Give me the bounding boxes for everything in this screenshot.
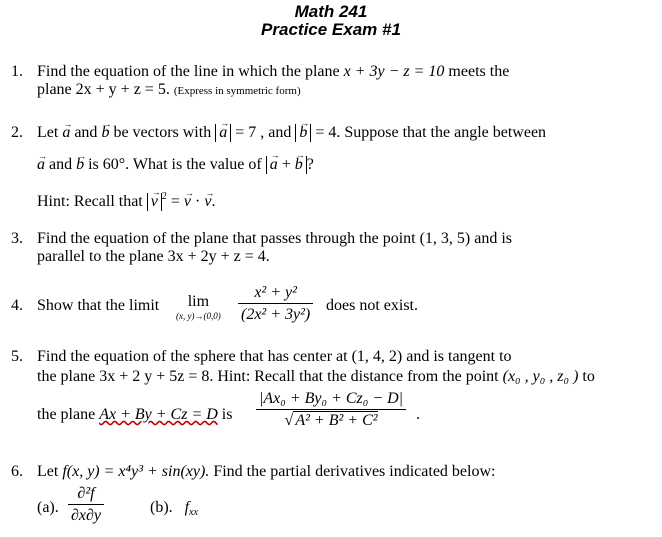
dot-operator: · bbox=[195, 193, 201, 210]
plane-expression: Ax + By + Cz = D bbox=[99, 406, 218, 423]
problem-2-number: 2. bbox=[11, 124, 23, 141]
math-expression: x + 3y − z = 10 bbox=[343, 63, 445, 80]
hint-text: Hint: Recall that bbox=[37, 193, 143, 210]
vector-a: → a bbox=[270, 156, 278, 173]
fraction-numerator: ∂²f bbox=[68, 485, 104, 505]
part-b bbox=[150, 498, 198, 523]
distance-fraction bbox=[256, 390, 406, 431]
magnitude-sum bbox=[266, 156, 307, 174]
vector-a: → a bbox=[62, 124, 70, 141]
problem-1-line-2 bbox=[37, 80, 301, 101]
part-a-label: (a). bbox=[37, 499, 59, 516]
magnitude-a bbox=[215, 124, 231, 142]
lim-subscript: (x, y)→(0,0) bbox=[176, 311, 221, 321]
problem-2-line-2 bbox=[37, 155, 314, 175]
problem-text: and bbox=[74, 124, 98, 141]
subscript: xx bbox=[189, 507, 198, 518]
problem-text: is 60°. What is the value of bbox=[88, 156, 262, 173]
vector-a: → a bbox=[37, 156, 45, 173]
fraction-denominator: ∂x∂y bbox=[71, 507, 102, 524]
problem-4-text: Show that the limit bbox=[37, 297, 160, 314]
vector-b: → b bbox=[295, 156, 303, 173]
vector-v: → v bbox=[184, 193, 191, 210]
problem-text: = 7 , and bbox=[235, 124, 292, 141]
problem-5-line-2 bbox=[37, 367, 595, 387]
problem-text: is bbox=[221, 406, 233, 423]
problem-1-line-1 bbox=[0, 62, 23, 82]
problem-text: the plane bbox=[37, 406, 96, 423]
fraction-numerator: |Ax₀ + By₀ + Cz₀ − D| bbox=[256, 390, 406, 410]
plus-sign: + bbox=[281, 156, 291, 173]
exam-title: Practice Exam #1 bbox=[261, 20, 401, 39]
problem-text: the plane 3x + 2 y + 5z = 8. Hint: Recall that the distance from the point bbox=[37, 368, 499, 385]
problem-5-end: . bbox=[416, 406, 420, 423]
problem-text: = 4. Suppose that the angle between bbox=[315, 124, 547, 141]
problem-5-line-3 bbox=[37, 405, 232, 425]
problem-text: plane bbox=[37, 81, 72, 98]
fraction-denominator: (2x² + 3y²) bbox=[241, 306, 311, 323]
problem-text: to bbox=[582, 368, 595, 385]
magnitude-v bbox=[147, 193, 162, 211]
partial-derivative-a bbox=[68, 485, 104, 526]
note-text: (Express in symmetric form) bbox=[173, 85, 301, 97]
problem-text: meets the bbox=[448, 63, 510, 80]
fraction-numerator: x² + y² bbox=[238, 284, 313, 304]
limit-operator bbox=[176, 295, 221, 323]
problem-text: and bbox=[49, 156, 73, 173]
problem-6-number: 6. bbox=[11, 463, 23, 480]
problem-5-number: 5. bbox=[11, 348, 23, 365]
problem-1-text bbox=[37, 62, 509, 82]
problem-4-number: 4. bbox=[11, 297, 23, 314]
magnitude-b bbox=[295, 124, 311, 142]
vector-b: → b bbox=[299, 124, 307, 141]
problem-2-hint bbox=[37, 187, 215, 212]
point-expression: (x₀ , y₀ , z₀ ) bbox=[502, 368, 579, 385]
course-title: Math 241 bbox=[294, 2, 368, 21]
period: . bbox=[211, 193, 216, 210]
fraction-denominator: √ A² + B² + C² bbox=[284, 412, 378, 429]
problem-number: 1. bbox=[11, 63, 23, 80]
exponent: 2 bbox=[161, 191, 167, 202]
lim-text: lim bbox=[187, 293, 210, 310]
function-expression: f(x, y) = x⁴y³ + sin(xy). bbox=[62, 463, 210, 480]
vector-b: → b bbox=[101, 124, 109, 141]
problem-4-end: does not exist. bbox=[326, 297, 418, 314]
vector-v: → v bbox=[204, 193, 211, 210]
problem-text: be vectors with bbox=[113, 124, 212, 141]
question-mark: ? bbox=[306, 156, 314, 173]
part-b-label: (b). bbox=[150, 499, 173, 516]
problem-2-line-1 bbox=[37, 123, 546, 143]
limit-fraction bbox=[238, 284, 313, 325]
problem-5-line-1: Find the equation of the sphere that has center at (1, 4, 2) and is tangent to bbox=[37, 348, 512, 365]
problem-text: Let bbox=[37, 124, 59, 141]
problem-text: Find the partial derivatives indicated below: bbox=[213, 463, 496, 480]
problem-3-line-2: parallel to the plane 3x + 2y + z = 4. bbox=[37, 248, 270, 265]
function-symbol: f bbox=[184, 499, 190, 516]
problem-3-line-1: Find the equation of the plane that passes through the point (1, 3, 5) and is bbox=[37, 230, 513, 247]
vector-b: → b bbox=[76, 156, 84, 173]
vector-v: → v bbox=[151, 193, 158, 210]
problem-3-number: 3. bbox=[11, 230, 23, 247]
problem-text: Let bbox=[37, 463, 59, 480]
vector-a: → a bbox=[219, 124, 227, 141]
problem-text: Find the equation of the line in which the plane bbox=[37, 63, 340, 80]
sqrt-radicand: A² + B² + C² bbox=[295, 412, 378, 429]
equals-sign: = bbox=[170, 193, 180, 210]
problem-6-line-1 bbox=[37, 462, 495, 482]
math-expression: 2x + y + z = 5. bbox=[75, 81, 170, 98]
